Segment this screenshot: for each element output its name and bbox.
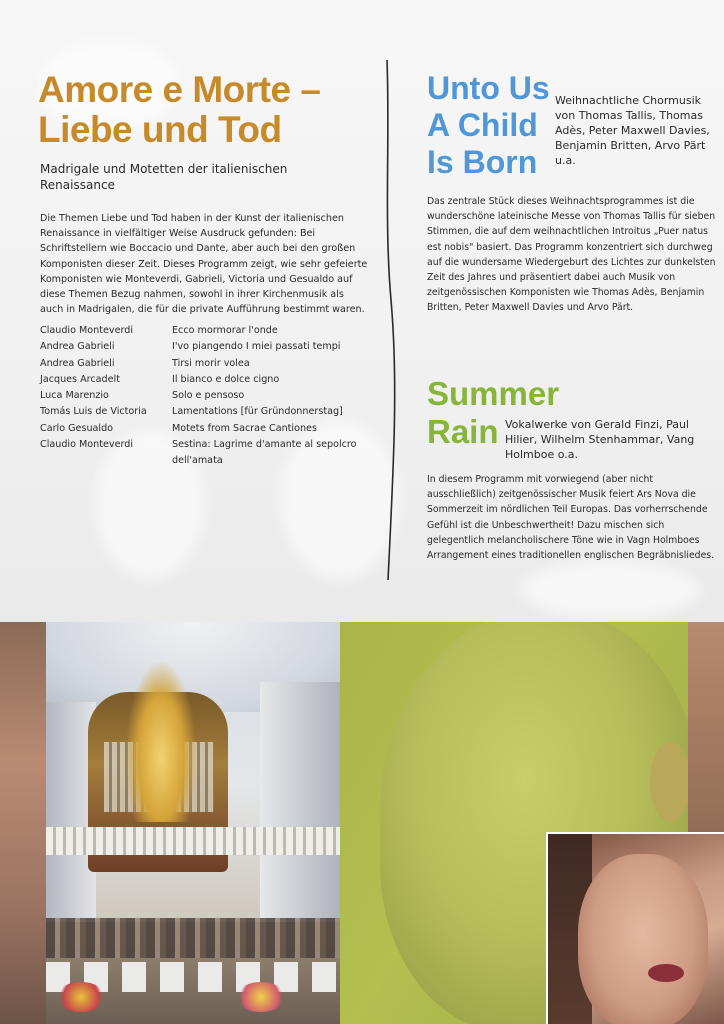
church-balcony [46, 827, 340, 855]
repertoire-composer: Claudio Monteverdi [40, 325, 134, 336]
flower-bouquet-left [56, 982, 106, 1012]
repertoire-work: Ecco mormorar l'onde [172, 325, 278, 336]
summer-subtitle: Vokalwerke von Gerald Finzi, Paul Hilier, Wilhelm Stenhammar, Vang Holmboe o.a. [505, 418, 695, 461]
amore-title-line2: Liebe und Tod [38, 109, 282, 150]
flower-bouquet-right [236, 982, 286, 1012]
amore-title [38, 70, 320, 150]
unto-title [427, 70, 550, 181]
repertoire-composer: Andrea Gabrieli [40, 357, 115, 369]
repertoire-row [40, 404, 380, 420]
unto-title-line3: Is Born [427, 144, 538, 180]
repertoire-row [40, 372, 380, 388]
church-audience [46, 918, 340, 958]
repertoire-row [40, 356, 380, 372]
church-gallery-right [260, 682, 340, 942]
repertoire-row [40, 323, 380, 339]
repertoire-work: Sestina: Lagrime d'amante al sepolcro dell'amata [172, 439, 357, 467]
unto-title-line1: Unto Us [427, 70, 550, 106]
singer-mouth [648, 964, 684, 982]
photo-singer-woman [546, 832, 724, 1024]
amore-repertoire [40, 323, 380, 470]
repertoire-work: Lamentations [für Gründonnerstag] [172, 406, 343, 418]
amore-subtitle: Madrigale und Motetten der italienischen Renaissance [40, 162, 288, 192]
repertoire-composer: Jacques Arcadelt [40, 373, 120, 385]
repertoire-row [40, 421, 380, 437]
summer-title-line1: Summer [427, 375, 560, 412]
repertoire-composer: Andrea Gabrieli [40, 341, 115, 353]
repertoire-composer: Luca Marenzio [40, 390, 109, 402]
unto-title-line2: A Child [427, 107, 538, 143]
unto-body: Das zentrale Stück dieses Weihnachtsprogrammes ist die wunderschöne lateinische Messe von Thomas Tallis für sieben Stimmen, die auf dem weihnachtlichen Introitus „Puer natus est nobis" basiert. Das Programm konzentriert sich durchweg auf die wundersame Wiedergeburt des Lichtes zur dunkelsten Zeit des Jahres und präsentiert dabei auch Musik von zeitgenössischen Komponisten wie Thomas Adès, Benjamin Britten, Peter Maxwell Davies und Arvo Pärt. [427, 196, 716, 314]
summer-body: In diesem Programm mit vorwiegend (aber nicht ausschließlich) zeitgenössischer Musik feiert Ars Nova die Sommerzeit im nördlichen Teil Europas. Das vorherrschende Gefühl ist die Unbeschwertheit! Dazu mischen sich gelegentlich melancholischere Töne wie in Vagn Holmboes Arrangement eines traditionellen englischen Begräbnisliedes. [427, 474, 715, 562]
summer-title-line2: Rain [427, 413, 499, 450]
background-hand-bottom [520, 560, 700, 620]
column-divider [382, 60, 412, 580]
repertoire-composer: Carlo Gesualdo [40, 422, 114, 434]
amore-title-line1: Amore e Morte – [38, 69, 321, 110]
repertoire-composer: Claudio Monteverdi [40, 439, 134, 451]
repertoire-composer: Tomás Luis de Victoria [40, 406, 147, 418]
repertoire-row [40, 437, 380, 470]
repertoire-work: Motets from Sacrae Cantiones [172, 422, 317, 434]
repertoire-row [40, 339, 380, 355]
repertoire-row [40, 388, 380, 404]
repertoire-work: Tirsi morir volea [172, 357, 250, 369]
church-chandelier [126, 662, 196, 822]
amore-body: Die Themen Liebe und Tod haben in der Kunst der italienischen Renaissance in vielfältiger Weise Ausdruck gefunden: Bei Schriftstellern wie Boccacio und Dante, aber auch bei den großen Komponisten dieser Zeit. Dieses Programm zeigt, wie sehr gefeierte Komponisten wie Monteverdi, Gabrieli, Victoria und Gesualdo auf diese Themen Bezug nahmen, sowohl in ihrer Kirchenmusik als auch in Madrigalen, die für die private Aufführung bestimmt waren. [40, 213, 368, 316]
singer-face-woman [578, 854, 708, 1024]
photo-singer-face-left [0, 622, 46, 1024]
unto-subtitle: Weihnachtliche Chormusik von Thomas Tallis, Thomas Adès, Peter Maxwell Davies, Benjamin Britten, Arvo Pärt u.a. [555, 94, 710, 167]
photo-strip [0, 622, 724, 1024]
repertoire-work: I'vo piangendo I miei passati tempi [172, 341, 341, 353]
singer-ear [650, 742, 690, 822]
photo-church-interior [46, 622, 340, 1024]
repertoire-work: Solo e pensoso [172, 390, 245, 402]
photo-edge-right [688, 622, 724, 852]
repertoire-work: Il bianco e dolce cigno [172, 373, 280, 385]
